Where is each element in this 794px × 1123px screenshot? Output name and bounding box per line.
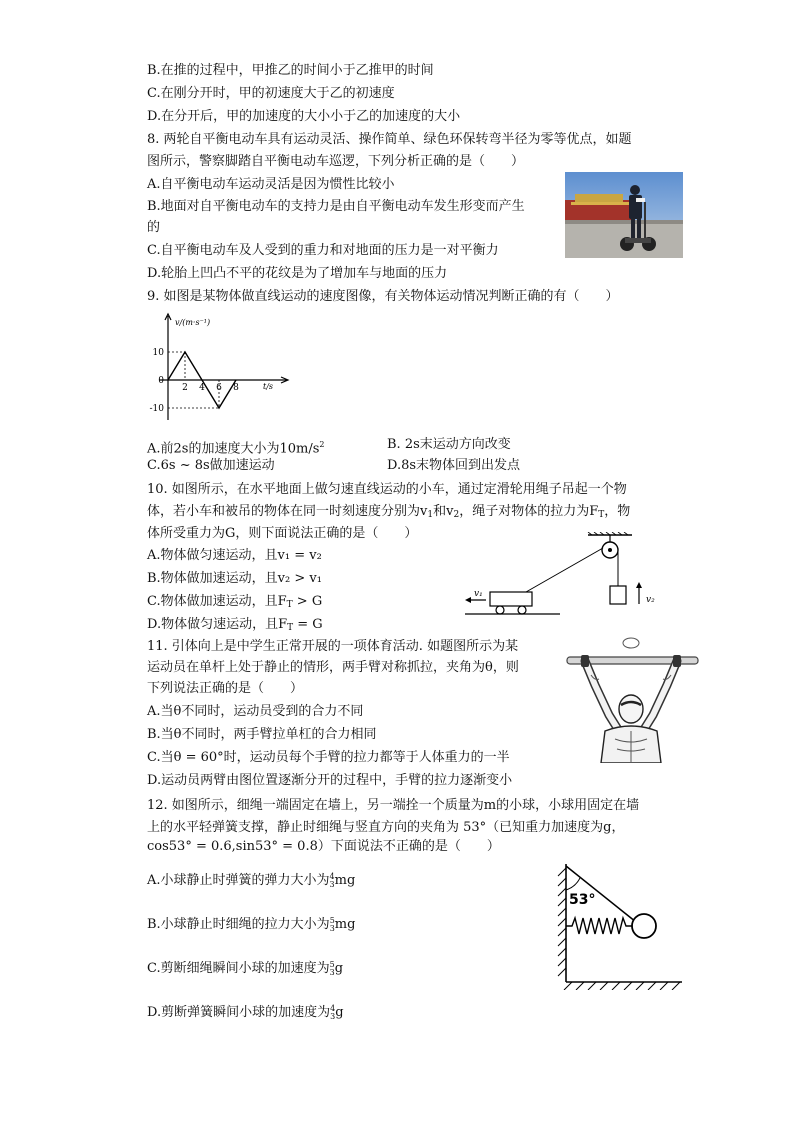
q7-option-d: D.在分开后，甲的加速度的大小小于乙的加速度的大小	[147, 109, 461, 124]
wall-hatching	[558, 868, 566, 976]
q12-stem-line3: cos53° = 0.6,sin53° = 0.8）下面说法不正确的是（ ）	[147, 839, 500, 854]
q9-option-b: B. 2s末运动方向改变	[387, 437, 511, 452]
x-axis-label: t/s	[263, 382, 274, 391]
velocity-time-graph	[145, 310, 295, 425]
police-scooter-photo	[565, 172, 683, 258]
cart	[490, 592, 532, 606]
q12-stem-line1: 12. 如图所示，细绳一端固定在墙上，另一端拴一个质量为m的小球，小球用固定在墙	[147, 798, 640, 813]
q7-option-b: B.在推的过程中，甲推乙的时间小于乙推甲的时间	[147, 63, 434, 78]
q10-stem-line3: 体所受重力为G，则下面说法正确的是（ ）	[147, 526, 418, 541]
q11-stem-line1: 11. 引体向上是中学生正常开展的一项体育活动. 如题图所示为某	[147, 639, 519, 654]
x-tick-label: 6	[216, 383, 222, 393]
y-tick-label: 0	[158, 376, 164, 386]
q11-option-c: C.当θ = 60°时，运动员每个手臂的拉力都等于人体重力的一半	[147, 750, 510, 765]
q8-option-d: D.轮胎上凹凸不平的花纹是为了增加车与地面的压力	[147, 266, 448, 281]
pulley-cart-diagram	[460, 532, 678, 624]
spring-ball-diagram	[550, 860, 686, 990]
q10-stem-line1: 10. 如图所示，在水平地面上做匀速直线运动的小车，通过定滑轮用绳子吊起一个物	[147, 482, 627, 497]
q11-stem-line2: 运动员在单杆上处于静止的情形，两手臂对称抓拉，夹角为θ，则	[147, 660, 519, 675]
q12-option-b: B.小球静止时细绳的拉力大小为5 3mg	[147, 916, 356, 933]
v1-label: v₁	[474, 589, 483, 599]
angle-label: 53°	[569, 892, 596, 908]
x-tick-label: 8	[233, 383, 239, 393]
q8-option-a: A.自平衡电动车运动灵活是因为惯性比较小	[147, 177, 395, 192]
q12-option-c: C.剪断细绳瞬间小球的加速度为5 3g	[147, 960, 344, 977]
q11-option-d: D.运动员两臂由图位置逐渐分开的过程中，手臂的拉力逐渐变小	[147, 773, 513, 788]
q8-stem-line1: 8. 两轮自平衡电动车具有运动灵活、操作简单、绿色环保转弯半径为零等优点，如题	[147, 132, 632, 147]
q11-option-a: A.当θ不同时，运动员受到的合力不同	[147, 704, 364, 719]
q9-option-a: A.前2s的加速度大小为$10m/s^2$	[147, 440, 325, 457]
q8-option-b-cont: 的	[147, 220, 161, 235]
q11-stem-line3: 下列说法正确的是（ ）	[147, 681, 304, 696]
ground-hatching	[564, 982, 680, 990]
q12-option-a: A.小球静止时弹簧的弹力大小为4 3mg	[147, 872, 356, 889]
q12-stem-line2: 上的水平轻弹簧支撑，静止时细绳与竖直方向的夹角为 53°（已知重力加速度为g，	[147, 820, 625, 835]
q8-option-b: B.地面对自平衡电动车的支持力是由自平衡电动车发生形变而产生	[147, 199, 525, 214]
athlete-head	[619, 695, 643, 723]
q8-option-c: C.自平衡电动车及人受到的重力和对地面的压力是一对平衡力	[147, 243, 499, 258]
ball	[632, 914, 656, 938]
q9-option-c: C.6s ~ 8s做加速运动	[147, 458, 275, 473]
q9-option-d: D.8s末物体回到出发点	[387, 458, 521, 473]
q10-option-b: B.物体做加速运动，且v₂ > v₁	[147, 571, 322, 586]
hanging-block	[610, 586, 626, 604]
x-tick-label: 4	[199, 383, 205, 393]
y-axis-label: v/(m·s⁻¹)	[175, 318, 211, 327]
q10-option-c: C.物体做加速运动，且$F_T > G$	[147, 594, 323, 610]
spring	[566, 918, 632, 934]
y-tick-label: -10	[149, 404, 164, 414]
q12-option-d: D.剪断弹簧瞬间小球的加速度为4 3g	[147, 1004, 344, 1021]
q10-stem-line2: 体，若小车和被吊的物体在同一时刻速度分别为$v_1$和$v_2$，绳子对物体的拉力为$F_T$，物	[147, 504, 631, 520]
pull-up-athlete-drawing	[565, 635, 700, 763]
x-tick-label: 2	[182, 383, 188, 393]
q11-option-b: B.当θ不同时，两手臂拉单杠的合力相同	[147, 727, 377, 742]
q10-option-a: A.物体做匀速运动，且v₁ = v₂	[147, 548, 322, 563]
v2-label: v₂	[646, 595, 655, 605]
q7-option-c: C.在刚分开时，甲的初速度大于乙的初速度	[147, 86, 395, 101]
y-tick-label: 10	[152, 348, 164, 358]
q8-stem-line2: 图所示，警察脚踏自平衡电动车巡逻，下列分析正确的是（ ）	[147, 154, 525, 169]
q9-stem: 9. 如图是某物体做直线运动的速度图像，有关物体运动情况判断正确的有（ ）	[147, 289, 619, 304]
q10-option-d: D.物体做匀速运动，且$F_T = G$	[147, 617, 323, 633]
